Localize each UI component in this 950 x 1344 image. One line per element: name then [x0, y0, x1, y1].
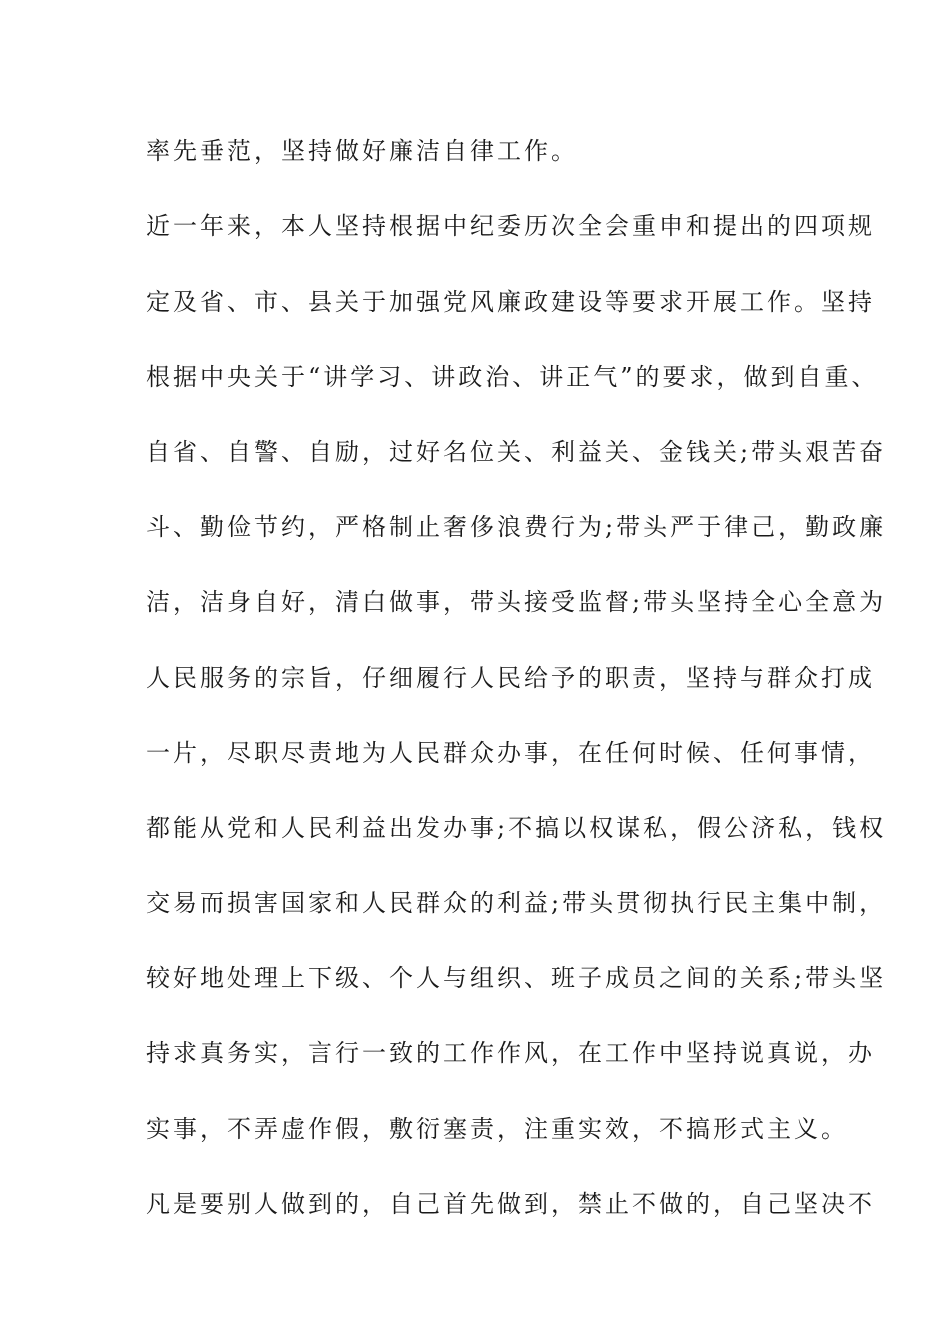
text-line: 实事，不弄虚作假，敷衍塞责，注重实效，不搞形式主义。	[146, 1115, 848, 1143]
text-line: 根据中央关于“讲学习、讲政治、讲正气”的要求，做到自重、	[146, 363, 879, 391]
text-line: 斗、勤俭节约，严格制止奢侈浪费行为;带头严于律己，勤政廉	[146, 513, 887, 541]
text-line: 人民服务的宗旨，仔细履行人民给予的职责，坚持与群众打成	[146, 664, 875, 692]
text-line: 持求真务实，言行一致的工作作风，在工作中坚持说真说，办	[146, 1039, 875, 1067]
text-line: 率先垂范，坚持做好廉洁自律工作。	[146, 137, 578, 165]
text-line: 较好地处理上下级、个人与组织、班子成员之间的关系;带头坚	[146, 964, 887, 992]
text-line: 交易而损害国家和人民群众的利益;带头贯彻执行民主集中制，	[146, 889, 887, 917]
text-line: 定及省、市、县关于加强党风廉政建设等要求开展工作。坚持	[146, 288, 875, 316]
text-line: 洁，洁身自好，清白做事，带头接受监督;带头坚持全心全意为	[146, 588, 887, 616]
text-line: 凡是要别人做到的，自己首先做到，禁止不做的，自己坚决不	[146, 1190, 875, 1218]
text-line: 近一年来，本人坚持根据中纪委历次全会重申和提出的四项规	[146, 212, 875, 240]
text-line: 一片，尽职尽责地为人民群众办事，在任何时候、任何事情，	[146, 739, 875, 767]
text-line: 都能从党和人民利益出发办事;不搞以权谋私，假公济私，钱权	[146, 814, 887, 842]
text-line: 自省、自警、自励，过好名位关、利益关、金钱关;带头艰苦奋	[146, 438, 887, 466]
